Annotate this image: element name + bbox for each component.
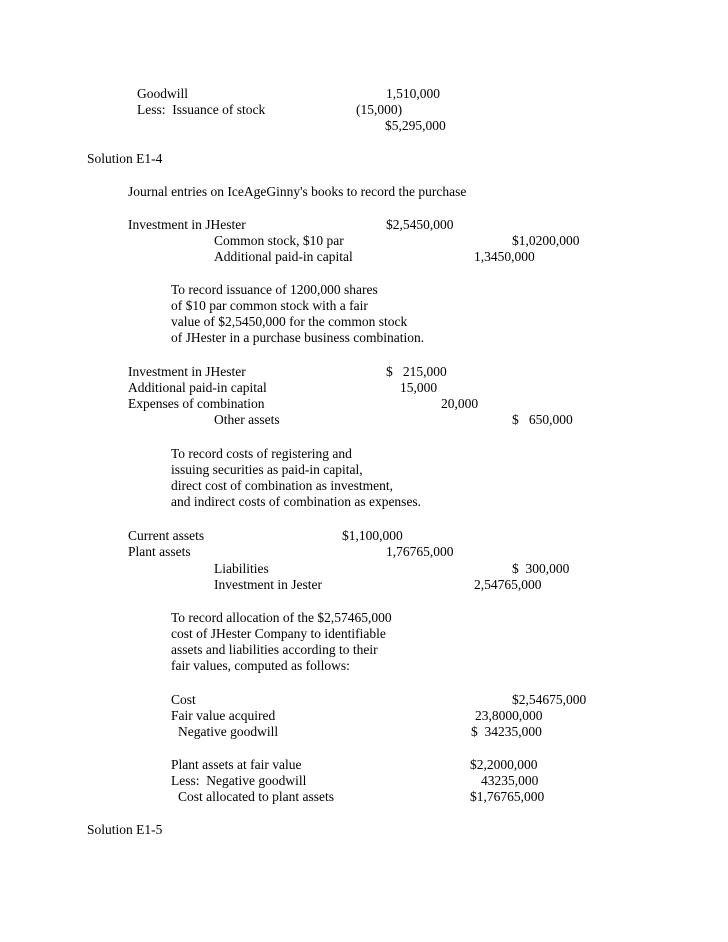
negative-goodwill-amount: $ 34235,000 — [471, 724, 542, 739]
entry1-account-2: Common stock, $10 par — [214, 233, 344, 248]
entry2-explanation-1: To record costs of registering and — [171, 446, 352, 461]
less-issuance-label: Less: Issuance of stock — [137, 102, 266, 117]
entry3-account-4: Investment in Jester — [214, 577, 322, 592]
entry3-explanation-3: assets and liabilities according to their — [171, 642, 378, 657]
entry3-account-2: Plant assets — [128, 544, 191, 559]
fair-value-amount: 23,8000,000 — [475, 708, 543, 723]
entry2-explanation-2: issuing securities as paid-in capital, — [171, 462, 363, 477]
entry1-credit-3: 1,3450,000 — [474, 249, 535, 264]
entry3-credit-3: $ 300,000 — [512, 561, 570, 576]
entry1-account-1: Investment in JHester — [128, 217, 246, 232]
solution-e1-4-heading: Solution E1-4 — [87, 151, 163, 166]
fair-value-label: Fair value acquired — [171, 708, 276, 723]
solution-e1-5-heading: Solution E1-5 — [87, 822, 163, 837]
entry2-debit-3: 20,000 — [441, 396, 479, 411]
entry2-credit-4: $ 650,000 — [512, 412, 573, 427]
entry3-account-1: Current assets — [128, 528, 205, 543]
entry1-explanation-1: To record issuance of 1200,000 shares — [171, 282, 378, 297]
entry2-account-1: Investment in JHester — [128, 364, 246, 379]
cost-allocated-label: Cost allocated to plant assets — [178, 789, 334, 804]
entry2-debit-2: 15,000 — [400, 380, 438, 395]
entry3-account-3: Liabilities — [214, 561, 269, 576]
goodwill-label: Goodwill — [137, 86, 189, 101]
entry3-explanation-1: To record allocation of the $2,57465,000 — [171, 610, 392, 625]
entry2-account-2: Additional paid-in capital — [128, 380, 267, 395]
journal-intro: Journal entries on IceAgeGinny's books to record the purchase — [128, 184, 467, 199]
negative-goodwill-label: Negative goodwill — [178, 724, 279, 739]
plant-fv-amount: $2,2000,000 — [470, 757, 538, 772]
entry2-account-4: Other assets — [214, 412, 280, 427]
entry2-explanation-4: and indirect costs of combination as expenses. — [171, 494, 422, 509]
cost-amount: $2,54675,000 — [512, 692, 587, 707]
entry1-explanation-2: of $10 par common stock with a fair — [171, 298, 368, 313]
entry2-account-3: Expenses of combination — [128, 396, 265, 411]
entry1-credit-2: $1,0200,000 — [512, 233, 580, 248]
entry2-debit-1: $ 215,000 — [386, 364, 447, 379]
plant-fv-label: Plant assets at fair value — [171, 757, 302, 772]
less-negative-goodwill-amount: 43235,000 — [481, 773, 539, 788]
less-issuance-amount: (15,000) — [356, 102, 403, 117]
entry3-debit-1: $1,100,000 — [342, 528, 403, 543]
entry3-debit-2: 1,76765,000 — [386, 544, 454, 559]
entry3-explanation-2: cost of JHester Company to identifiable — [171, 626, 386, 641]
entry1-explanation-3: value of $2,5450,000 for the common stock — [171, 314, 408, 329]
goodwill-amount: 1,510,000 — [386, 86, 440, 101]
top-total: $5,295,000 — [385, 118, 446, 133]
entry2-explanation-3: direct cost of combination as investment, — [171, 478, 393, 493]
entry1-debit-1: $2,5450,000 — [386, 217, 454, 232]
entry1-account-3: Additional paid-in capital — [214, 249, 353, 264]
entry3-explanation-4: fair values, computed as follows: — [171, 658, 350, 673]
cost-label: Cost — [171, 692, 196, 707]
entry1-explanation-4: of JHester in a purchase business combination. — [171, 330, 425, 345]
entry3-credit-4: 2,54765,000 — [474, 577, 542, 592]
less-negative-goodwill-label: Less: Negative goodwill — [171, 773, 307, 788]
cost-allocated-amount: $1,76765,000 — [470, 789, 545, 804]
